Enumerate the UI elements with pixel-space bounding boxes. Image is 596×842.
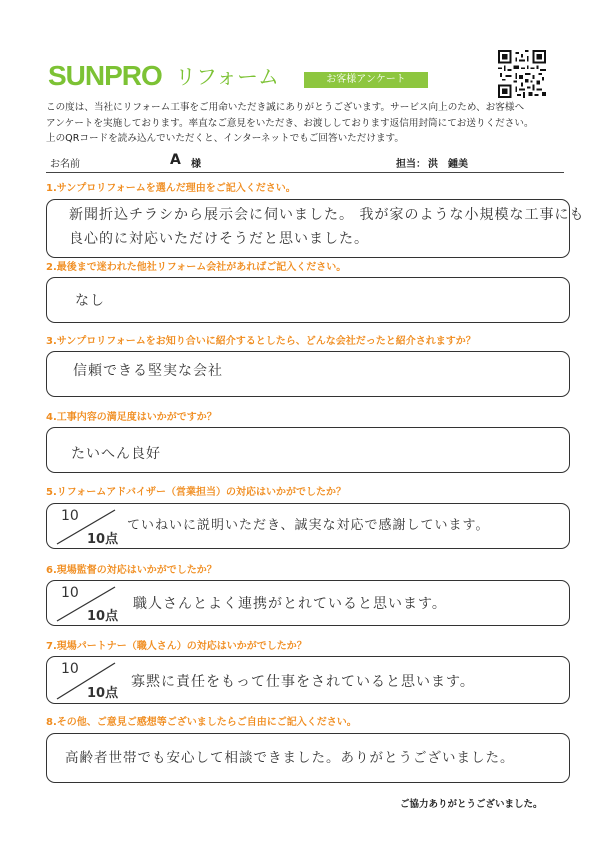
question-5-answer-box [46, 503, 570, 549]
question-7-answer-box [46, 656, 570, 704]
score-value: 10 [61, 508, 79, 524]
question-3-answer-box [46, 351, 570, 397]
score-max: 10点 [87, 609, 119, 624]
answer-text: 信頼できる堅実な会社 [73, 363, 223, 379]
name-label: お名前 [50, 159, 80, 170]
question-6-title: 6.現場監督の対応はいかがでしたか？ [46, 565, 217, 576]
answer-text: 職人さんとよく連携がとれていると思います。 [133, 596, 447, 612]
question-4-answer-box [46, 427, 570, 473]
staff-name: 洪 鍾美 [428, 159, 468, 170]
score-max: 10点 [87, 686, 119, 701]
answer-text: 新聞折込チラシから展示会に伺いました。 我が家のような小規模な工事にも [69, 207, 585, 223]
answer-text: 寡黙に責任をもって仕事をされていると思います。 [131, 674, 475, 690]
question-6-answer-box [46, 580, 570, 626]
survey-badge: お客様アンケート [304, 72, 428, 88]
score-max: 10点 [87, 532, 119, 547]
footer-thanks: ご協力ありがとうございました。 [400, 799, 543, 810]
qr-code-icon [498, 50, 546, 98]
intro-line: 上のQRコードを読み込んでいただくと、インターネットでもご回答いただけます。 [46, 133, 404, 144]
customer-name: A [170, 152, 181, 168]
question-2-title: 2.最後まで迷われた他社リフォーム会社があればご記入ください。 [46, 262, 347, 273]
answer-text: たいへん良好 [71, 446, 161, 462]
brand-logo: SUNPRO [48, 60, 162, 91]
question-2-answer-box [46, 277, 570, 323]
question-1-title: 1.サンプロリフォームを選んだ理由をご記入ください。 [46, 183, 296, 194]
answer-text: ていねいに説明いただき、誠実な対応で感謝しています。 [127, 518, 490, 533]
staff-label: 担当： [396, 159, 426, 170]
answer-text: なし [75, 293, 105, 309]
question-8-title: 8.その他、ご意見ご感想等ございましたらご自由にご記入ください。 [46, 717, 357, 728]
intro-line: アンケートを実施しております。率直なご意見をいただき、お渡ししております返信用封筒にてお送りください。 [46, 117, 534, 129]
question-1-answer-box [46, 199, 585, 258]
score-value: 10 [61, 661, 79, 677]
brand-logo-subtitle: リフォーム [175, 65, 279, 89]
question-5-title: 5.リフォームアドバイザー（営業担当）の対応はいかがでしたか？ [46, 487, 347, 498]
question-4-title: 4.工事内容の満足度はいかがですか？ [46, 412, 217, 423]
question-8-answer-box [46, 733, 570, 783]
question-7-title: 7.現場パートナー（職人さん）の対応はいかがでしたか？ [46, 641, 307, 652]
question-3-title: 3.サンプロリフォームをお知り合いに紹介するとしたら、どんな会社だったと紹介されますか？ [46, 336, 476, 347]
intro-text [46, 100, 566, 147]
answer-text: 高齢者世帯でも安心して相談できました。ありがとうございました。 [65, 750, 515, 766]
intro-line: この度は、当社にリフォーム工事をご用命いただき誠にありがとうございます。サービス向上のため、お客様へ [46, 102, 525, 113]
score-value: 10 [61, 585, 79, 601]
honorific: 様 [191, 159, 201, 170]
customer-name-row [46, 152, 564, 173]
answer-text: 良心的に対応いただけそうだと思いました。 [69, 231, 369, 247]
